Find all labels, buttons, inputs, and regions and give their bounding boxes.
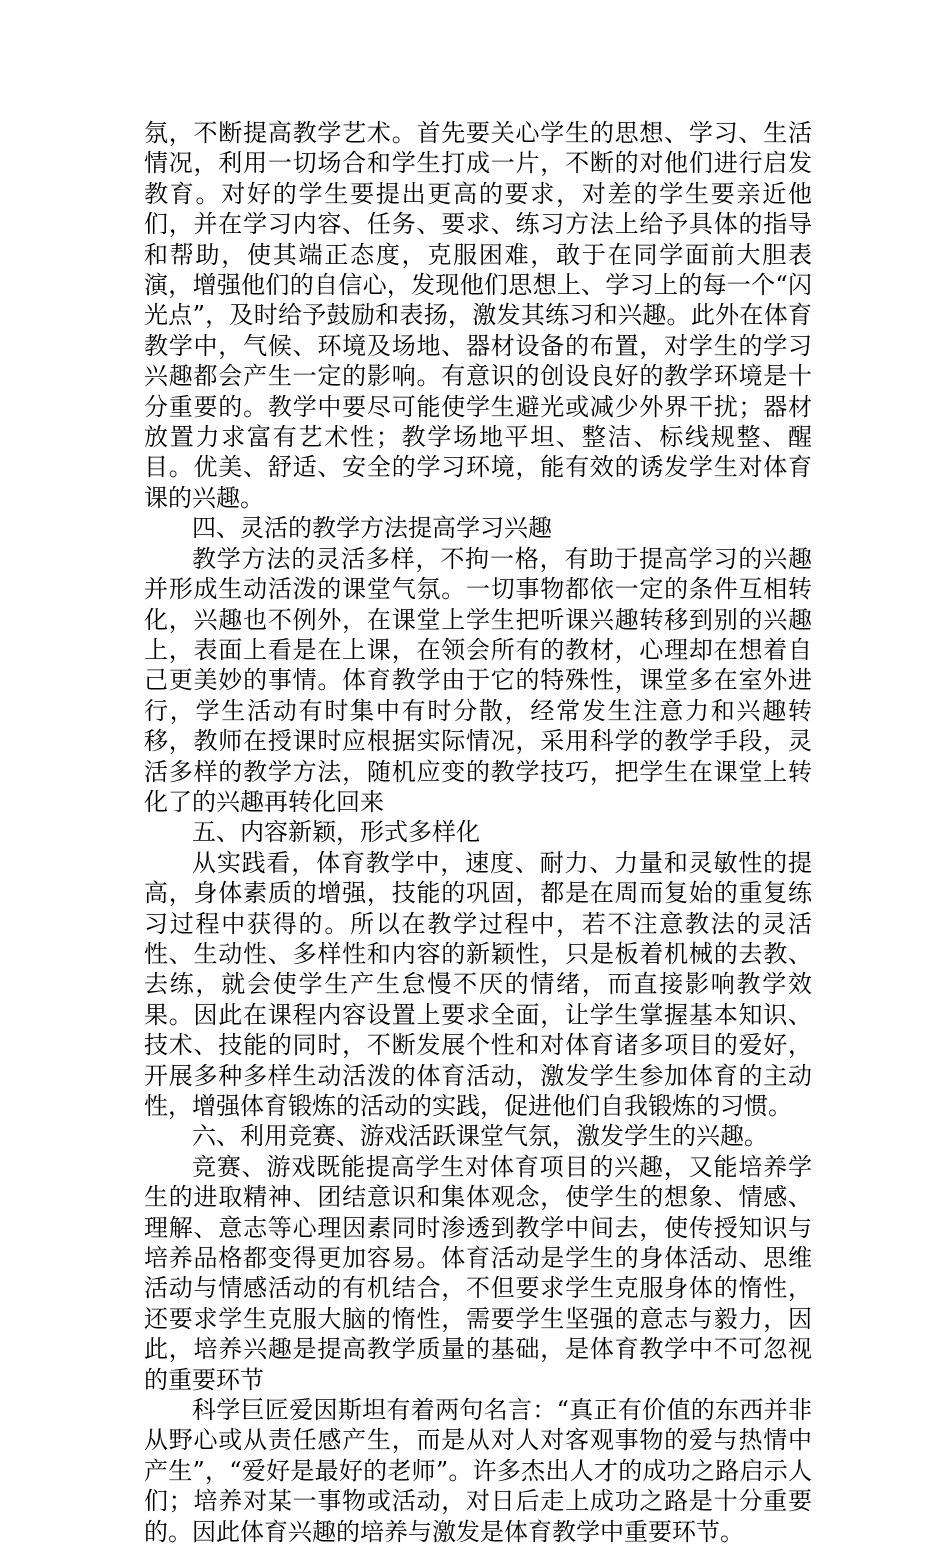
document-body [144, 118, 812, 1547]
section-heading-5: 五、内容新颖，形式多样化 [192, 818, 480, 847]
paragraph-conclusion: 科学巨匠爱因斯坦有着两句名言：“真正有价值的东西并非从野心或从责任感产生，而是从对人对客观事物的爱与热情中产生”，“爱好是最好的老师”。许多杰出人才的成功之路启示人们；培养对某一事物或活动，对日后走上成功之路是十分重要的。因此体育兴趣的培养与激发是体育教学中重要环节。 [144, 1396, 812, 1546]
paragraph-continued: 氛，不断提高教学艺术。首先要关心学生的思想、学习、生活情况，利用一切场合和学生打成一片，不断的对他们进行启发教育。对好的学生要提出更高的要求，对差的学生要亲近他们，并在学习内容、任务、要求、练习方法上给予具体的指导和帮助，使其端正态度，克服困难，敢于在同学面前大胆表演，增强他们的自信心，发现他们思想上、学习上的每一个“闪光点”，及时给予鼓励和表扬，激发其练习和兴趣。此外在体育教学中，气候、环境及场地、器材设备的布置，对学生的学习兴趣都会产生一定的影响。有意识的创设良好的教学环境是十分重要的。教学中要尽可能使学生避光或减少外界干扰；器材放置力求富有艺术性；教学场地平坦、整洁、标线规整、醒目。优美、舒适、安全的学习环境，能有效的诱发学生对体育课的兴趣。 [144, 119, 812, 512]
section-heading-4: 四、灵活的教学方法提高学习兴趣 [192, 514, 552, 543]
paragraph: 竞赛、游戏既能提高学生对体育项目的兴趣，又能培养学生的进取精神、团结意识和集体观念，使学生的想象、情感、理解、意志等心理因素同时渗透到教学中间去，使传授知识与培养品格都变得更加容易。体育活动是学生的身体活动、思维活动与情感活动的有机结合，不但要求学生克服身体的惰性，还要求学生克服大脑的惰性，需要学生坚强的意志与毅力，因此，培养兴趣是提高教学质量的基础，是体育教学中不可忽视的重要环节 [144, 1152, 812, 1394]
paragraph: 教学方法的灵活多样，不拘一格，有助于提高学习的兴趣并形成生动活泼的课堂气氛。一切事物都依一定的条件互相转化，兴趣也不例外，在课堂上学生把听课兴趣转移到别的兴趣上，表面上看是在上课，在领会所有的教材，心理却在想着自己更美妙的事情。体育教学由于它的特殊性，课堂多在室外进行，学生活动有时集中有时分散，经常发生注意力和兴趣转移，教师在授课时应根据实际情况，采用科学的教学手段，灵活多样的教学方法，随机应变的教学技巧，把学生在课堂上转化了的兴趣再转化回来 [144, 544, 812, 816]
paragraph: 从实践看，体育教学中，速度、耐力、力量和灵敏性的提高，身体素质的增强，技能的巩固，都是在周而复始的重复练习过程中获得的。所以在教学过程中，若不注意教法的灵活性、生动性、多样性和内容的新颖性，只是板着机械的去教、去练，就会使学生产生怠慢不厌的情绪，而直接影响教学效果。因此在课程内容设置上要求全面，让学生掌握基本知识、技术、技能的同时，不断发展个性和对体育诸多项目的爱好，开展多种多样生动活泼的体育活动，激发学生参加体育的主动性，增强体育锻炼的活动的实践，促进他们自我锻炼的习惯。 [144, 848, 812, 1120]
section-heading-6: 六、利用竞赛、游戏活跃课堂气氛，激发学生的兴趣。 [192, 1122, 768, 1151]
